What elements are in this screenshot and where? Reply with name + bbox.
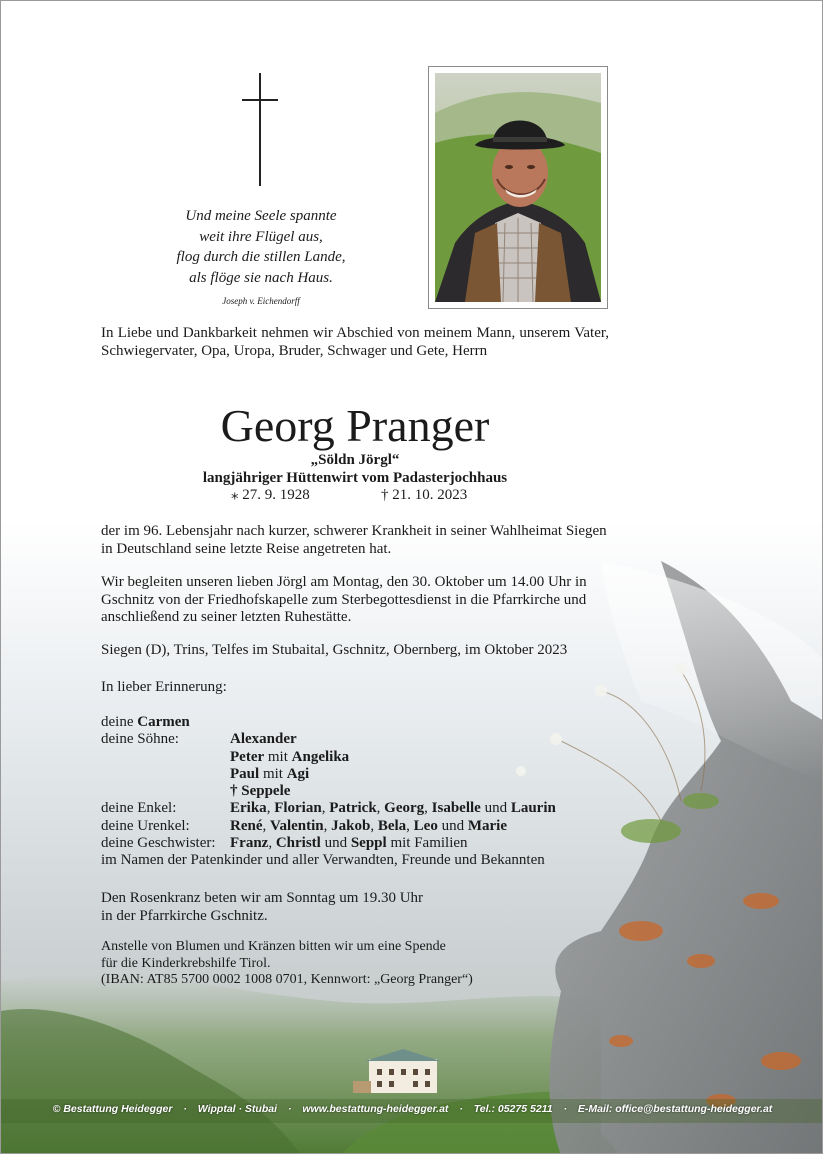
portrait-photo-frame	[428, 66, 608, 309]
footer-email[interactable]: E-Mail: office@bestattung-heidegger.at	[577, 1103, 773, 1115]
poem-line: Und meine Seele spannte	[185, 208, 337, 224]
sons-label: deine Söhne:	[101, 731, 179, 748]
grandchildren-label: deine Enkel:	[101, 800, 177, 817]
family-list	[101, 714, 621, 870]
in-memory-heading: In lieber Erinnerung:	[101, 679, 227, 695]
birth-date	[231, 486, 310, 504]
death-date-value: 21. 10. 2023	[392, 487, 468, 503]
family-row-greatgrandchildren: deine Urenkel: René, Valentin, Jakob, Bela, Leo und Marie	[101, 817, 507, 834]
poem-line: als flöge sie nach Haus.	[189, 269, 333, 286]
family-row-son: Peter mit Angelika	[230, 748, 350, 765]
places-date-line: Siegen (D), Trins, Telfes im Stubaital, Gschnitz, Obernberg, im Oktober 2023	[101, 642, 568, 658]
family-row-sons	[101, 731, 621, 748]
family-row-siblings: deine Geschwister: Franz, Christl und Seppl mit Familien	[101, 835, 468, 852]
footer-website[interactable]: www.bestattung-heidegger.at	[302, 1103, 449, 1115]
poem-quote	[141, 206, 381, 288]
son-name: Alexander	[230, 731, 297, 748]
family-row-son: † Seppele	[230, 783, 291, 800]
poem-line: weit ihre Flügel aus,	[199, 228, 323, 245]
footer-contact-bar: © Bestattung Heidegger · Wipptal · Stubai · www.bestattung-heidegger.at · Tel.: 05275 5211 · E-Mail: office@bestattung-heidegger.at	[52, 1103, 773, 1115]
family-closing: im Namen der Patenkinder und aller Verwandten, Freunde und Bekannten	[101, 852, 545, 869]
footer-phone: Tel.: 05275 5211	[473, 1103, 553, 1115]
family-row-grandchildren: deine Enkel: Erika, Florian, Patrick, Georg, Isabelle und Laurin	[101, 800, 556, 817]
family-row-closing	[101, 852, 621, 869]
footer-region: Wipptal · Stubai	[197, 1103, 278, 1115]
passing-paragraph: der im 96. Lebensjahr nach kurzer, schwerer Krankheit in seiner Wahlheimat Siegen in Deutschland seine letzte Reise angetreten hat.	[101, 523, 607, 557]
funeral-paragraph: Wir begleiten unseren lieben Jörgl am Montag, den 30. Oktober um 14.00 Uhr in Gschnitz von der Friedhofskapelle zum Sterbegottesdienst in die Pfarrkirche und anschließend zu seiner letzten Ruhestätte.	[101, 574, 587, 625]
poem-line: flog durch die stillen Lande,	[176, 249, 346, 265]
birth-star-icon: ⁎	[231, 487, 239, 503]
donation-iban: (IBAN: AT85 5700 0002 1008 0701, Kennwort: „Georg Pranger“)	[101, 972, 473, 987]
footer-company: © Bestattung Heidegger	[52, 1103, 173, 1115]
deceased-role: langjähriger Hüttenwirt vom Padasterjochhaus	[202, 470, 508, 486]
poem-author: Joseph v. Eichendorff	[222, 296, 300, 306]
deceased-nickname: „Söldn Jörgl“	[310, 452, 400, 468]
cross-symbol-bar	[242, 99, 278, 101]
wife-name: Carmen	[137, 714, 190, 730]
family-row-wife: deine Carmen	[101, 714, 190, 730]
portrait-photo	[435, 73, 601, 302]
birth-date-value: 27. 9. 1928	[242, 487, 310, 503]
death-date	[381, 486, 467, 504]
death-cross-icon: †	[381, 487, 389, 503]
family-row-son: Paul mit Agi	[230, 765, 310, 782]
rosary-notice: Den Rosenkranz beten wir am Sonntag um 19.30 Uhr in der Pfarrkirche Gschnitz.	[101, 890, 424, 924]
intro-text: In Liebe und Dankbarkeit nehmen wir Abschied von meinem Mann, unserem Vater, Schwiegervater, Opa, Uropa, Bruder, Schwager und Gete, Herrn	[101, 325, 609, 359]
greatgrandchildren-label: deine Urenkel:	[101, 817, 190, 834]
donation-notice: Anstelle von Blumen und Kränzen bitten wir um eine Spende für die Kinderkrebshilfe Tirol. (IBAN: AT85 5700 0002 1008 0701, Kennwort: „Georg Pranger“)	[101, 939, 621, 989]
cross-symbol	[259, 73, 261, 186]
siblings-label: deine Geschwister:	[101, 835, 216, 852]
deceased-name: Georg Pranger	[220, 400, 490, 451]
